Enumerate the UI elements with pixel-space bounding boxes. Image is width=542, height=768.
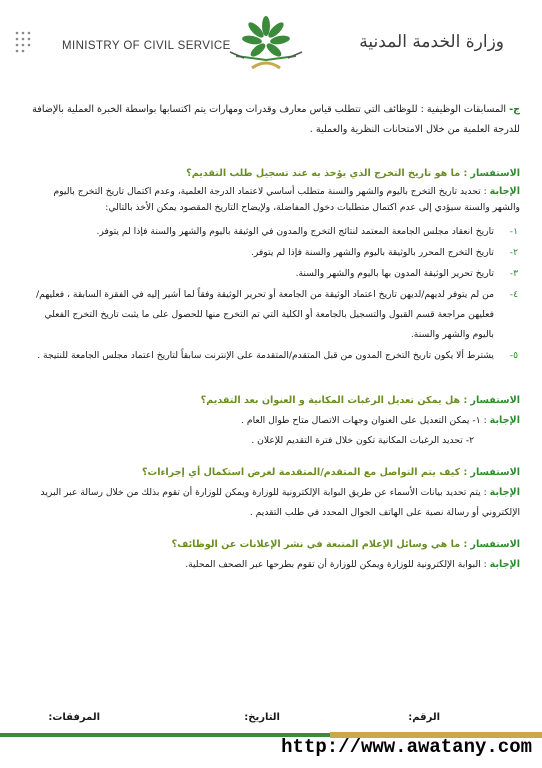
answer-paragraph <box>26 184 520 216</box>
website-watermark: http://www.awatany.com <box>281 736 532 758</box>
date-label: التاريخ: <box>244 712 280 723</box>
answer-paragraph <box>26 483 520 523</box>
intro-letter: ج- <box>509 104 520 115</box>
letterhead <box>0 0 542 86</box>
number-label: الرقم: <box>408 712 440 723</box>
footer-fields <box>40 712 510 730</box>
answer-label: الإجابة <box>489 186 520 197</box>
ministry-palm-logo-icon <box>226 10 306 80</box>
attachments-label: المرفقات: <box>48 712 100 723</box>
question-line <box>26 535 520 555</box>
answer-text: : ١- يمكن التعديل على العنوان وجهات الاتصال متاح طوال العام . <box>241 415 487 426</box>
list-item: ٥- يشترط ألا يكون تاريخ التخرج المدون من قبل المتقدم/المتقدمة على الإنترنت سابقاً لتاريخ اعتماد مجلس الجامعة للنتيجة . <box>37 350 518 361</box>
list-item: ٢- تاريخ التخرج المحرر بالوثيقة باليوم والشهر والسنة فإذا لم يتوفر. <box>250 247 518 258</box>
intro-text: المسابقات الوظيفية : للوظائف التي تتطلب قياس معارف وقدرات ومهارات يتم اكتسابها بواسطة الخبرة العملية بالإضافة للدرجة العلمية من خلال الامتحانات النظرية والعملية . <box>32 104 520 135</box>
answer-label: الإجابة <box>489 559 520 570</box>
list-item: ١- تاريخ انعقاد مجلس الجامعة المعتمد لنتائج التخرج والمدون في الوثيقة باليوم والشهر والسنة فإذا لم يتوفر. <box>96 226 518 237</box>
question-line <box>26 164 520 184</box>
inquiry-label: الاستفسار <box>470 539 520 550</box>
answer-text: : البوابة الإلكترونية للوزارة ويمكن للوزارة أن تقوم بطرحها عبر الصحف المحلية. <box>185 559 487 570</box>
answer-line <box>26 411 520 431</box>
answer-text: : تحديد تاريخ التخرج باليوم والشهر والسنة متطلب أساسي لاعتماد الدرجة العلمية، وعدم اكتمال تاريخ التخرج باليوم والشهر والسنة سيؤدي إلى عدم اكتمال متطلبات دخول المفاضلة، ولإيضاح التاريخ المقصود يمكن الأخذ بالتالي: <box>53 186 520 213</box>
document-body <box>26 100 520 575</box>
answer-line <box>26 431 520 451</box>
answer-label: الإجابة <box>489 415 520 426</box>
intro-paragraph <box>26 100 520 140</box>
question-text: : كيف يتم التواصل مع المتقدم/المتقدمة لغرض استكمال أي إجراءات؟ <box>141 467 468 478</box>
question-line <box>26 391 520 411</box>
question-text: : هل يمكن تعديل الرغبات المكانية و العنوان بعد التقديم؟ <box>200 395 468 406</box>
faq-media-channels <box>26 535 520 575</box>
list-item: ٤- من لم يتوفر لديهم/لديهن تاريخ اعتماد الوثيقة من الجامعة أو تحرير الوثيقة وفقاً لما أشير إليه في الفقرة السابقة ، فعليهم/فعليهن مراجعة قسم القبول والتسجيل بالجامعة أو الكلية التي تم التخرج منها للحصول على ما يثبت تاريخ التخرج الفعلي باليوم والشهر والسنة. <box>36 289 518 340</box>
answer-label: الإجابة <box>489 487 520 498</box>
answer-text: : يتم تحديد بيانات الأسماء عن طريق البوابة الإلكترونية للوزارة ويمكن للوزارة أن تقوم بذلك من خلال رسالة عبر البريد الإلكتروني أو رسالة نصية على الهاتف الجوال المحدد في طلب التقديم . <box>40 487 520 518</box>
inquiry-label: الاستفسار <box>470 395 520 406</box>
inquiry-label: الاستفسار <box>470 168 520 179</box>
ministry-name-english: MINISTRY OF CIVIL SERVICE <box>62 40 231 52</box>
dot-grid-decoration <box>14 30 32 54</box>
question-text: : ما هو تاريخ التخرج الذي يؤخذ به عند تسجيل طلب التقديم؟ <box>186 168 468 179</box>
date-priority-list <box>26 222 520 366</box>
faq-contact-method <box>26 463 520 523</box>
ministry-name-arabic: وزارة الخدمة المدنية <box>359 32 504 52</box>
question-line <box>26 463 520 483</box>
answer-text: ٢- تحديد الرغبات المكانية تكون خلال فترة التقديم للإعلان . <box>251 435 474 446</box>
answer-paragraph <box>26 555 520 575</box>
inquiry-label: الاستفسار <box>470 467 520 478</box>
faq-edit-preferences <box>26 391 520 451</box>
faq-graduation-date <box>26 164 520 366</box>
question-text: : ما هي وسائل الإعلام المتبعة في نشر الإعلانات عن الوظائف؟ <box>171 539 468 550</box>
list-item: ٣- تاريخ تحرير الوثيقة المدون بها باليوم والشهر والسنة. <box>295 268 518 279</box>
